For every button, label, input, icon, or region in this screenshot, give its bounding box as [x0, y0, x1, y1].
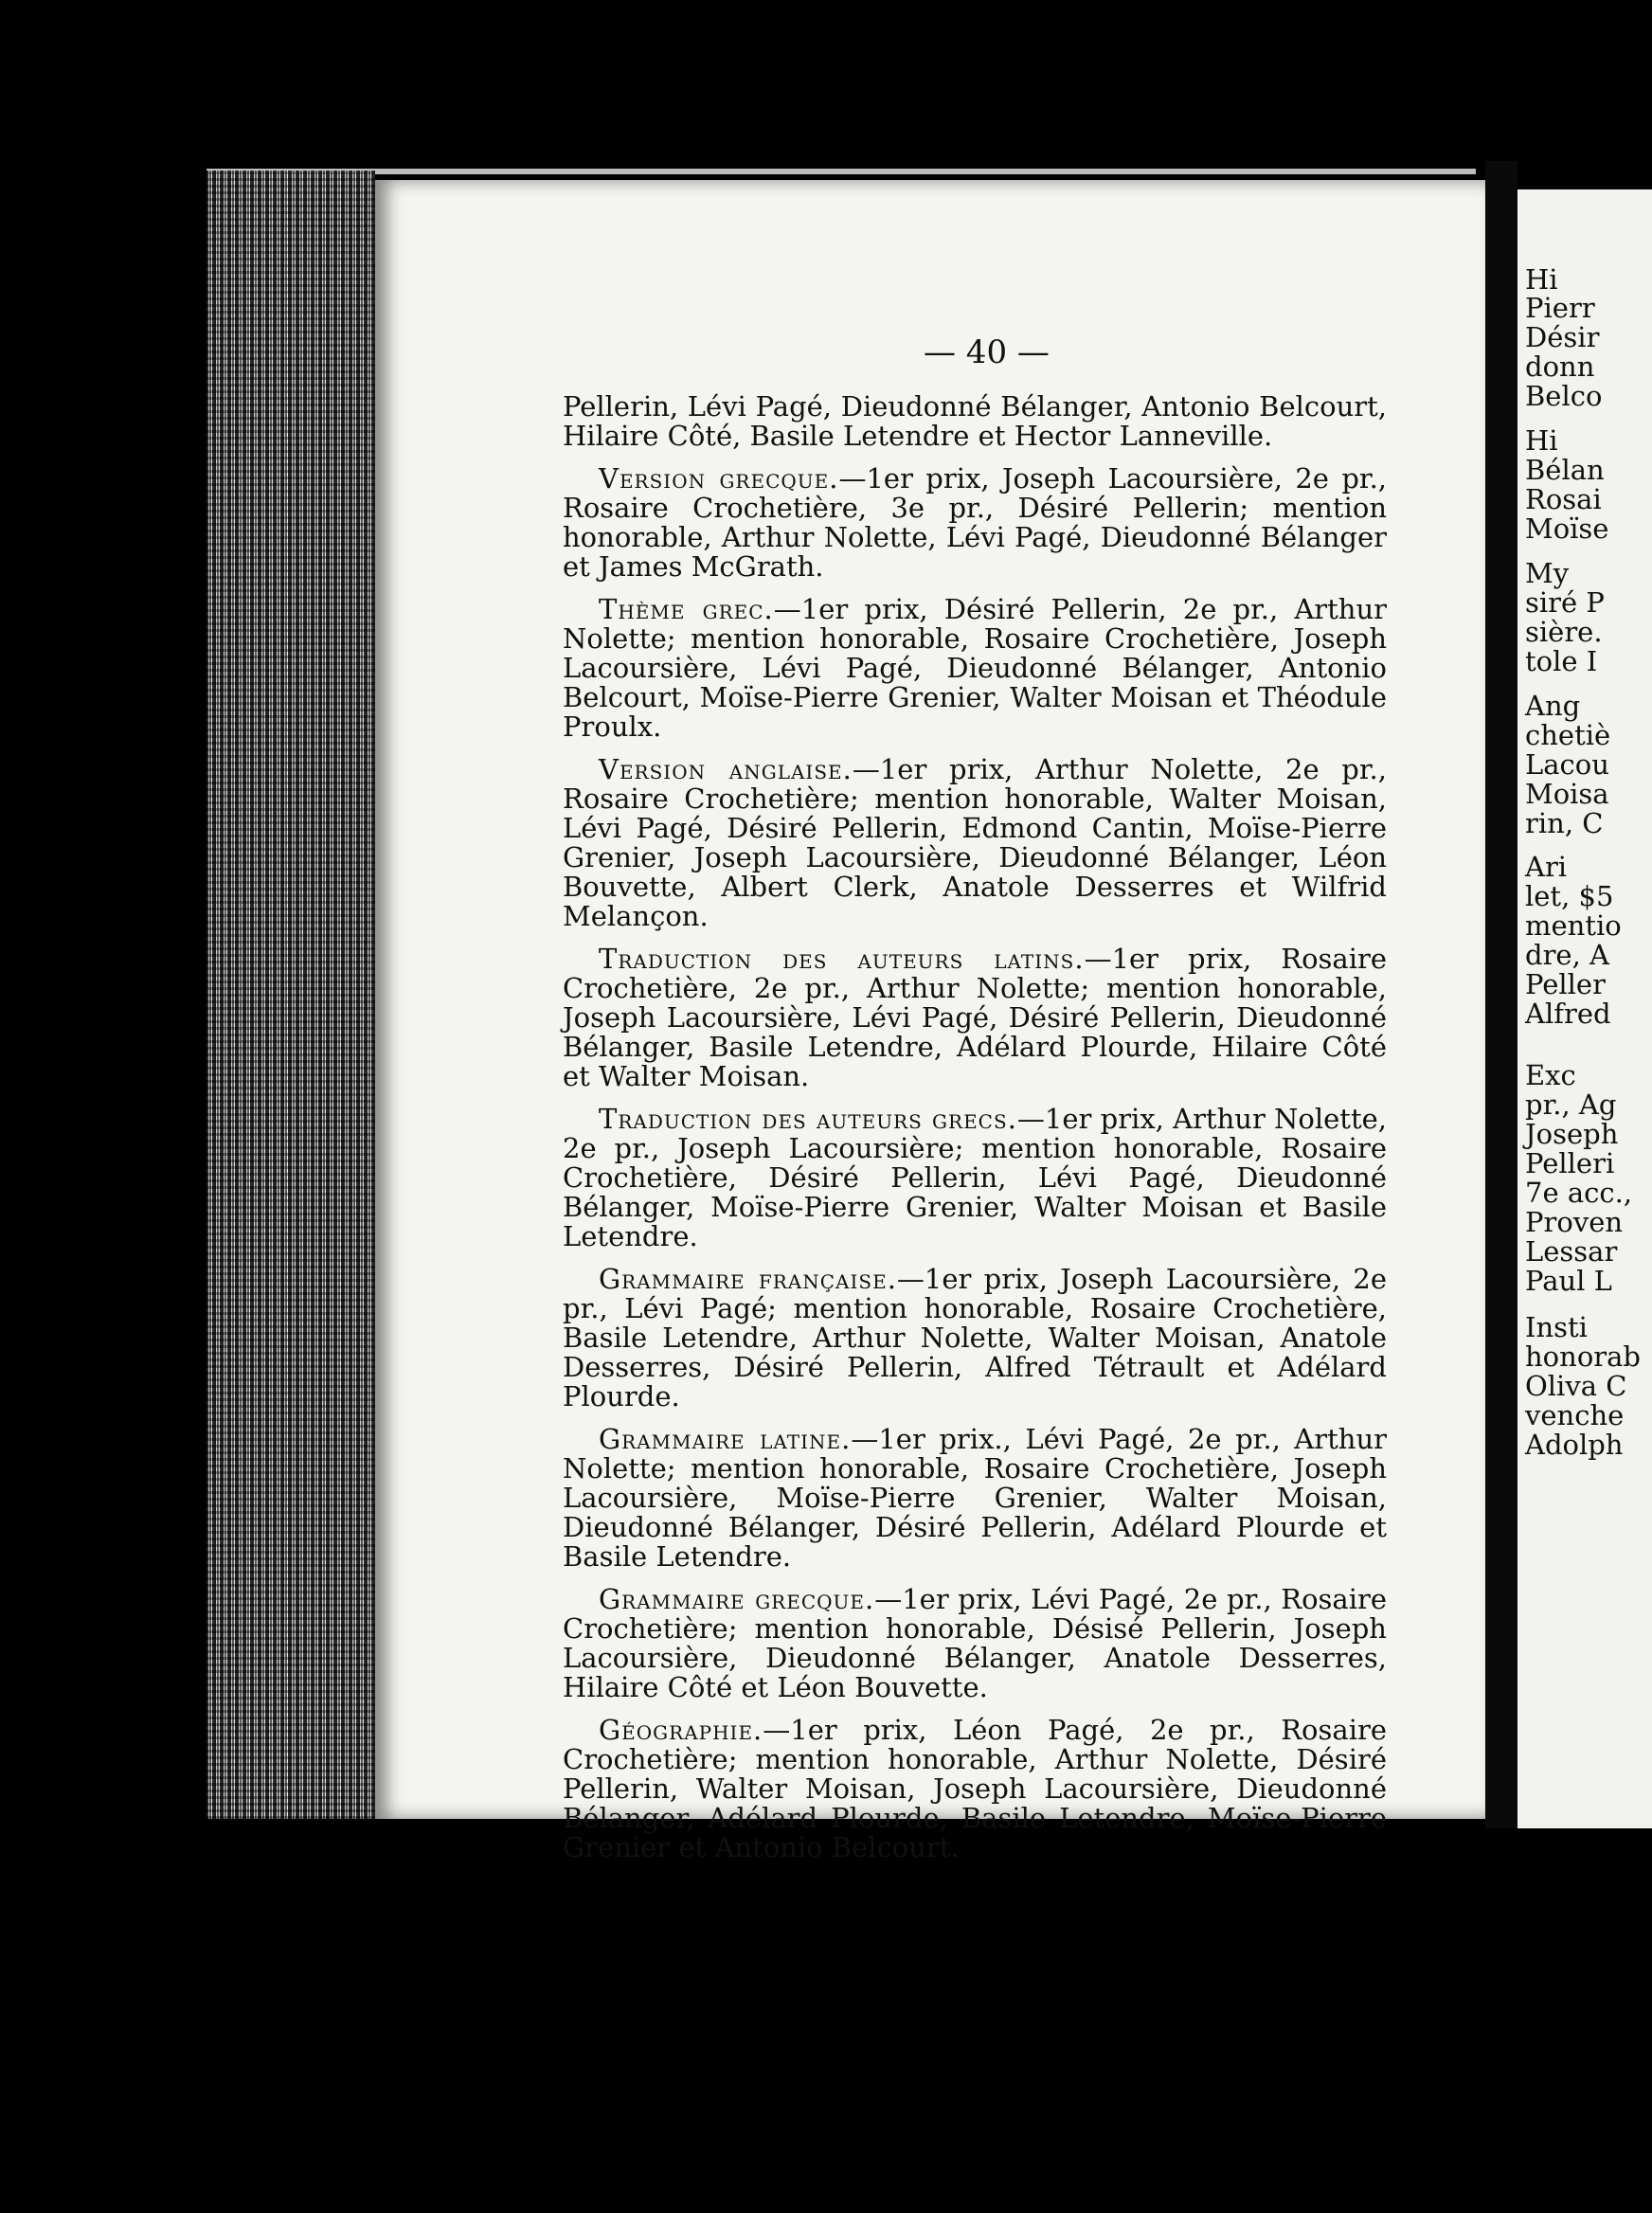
category-heading: Thème grec.	[599, 593, 774, 625]
category-heading: Géographie.	[599, 1714, 763, 1746]
paragraph-text: —1er prix, Désiré Pellerin, 2e pr., Arthur Nolette; mention honorable, Rosaire Crochetière, Joseph Lacoursière, Lévi Pagé, Dieudonné Bélanger, Antonio Belcourt, Moïse-Pierre Grenier, Walter Moisan et Théodule Proulx.	[563, 593, 1387, 743]
right-page-line: Moïse	[1525, 513, 1609, 545]
right-page-line: siré P	[1525, 586, 1605, 619]
right-page-line: rin, C	[1525, 807, 1604, 839]
right-page-line: Désir	[1525, 321, 1600, 353]
right-page-line: Exc	[1525, 1059, 1576, 1091]
award-paragraph	[563, 464, 1387, 582]
text-block	[563, 392, 1387, 1876]
right-page-line: Proven	[1525, 1206, 1624, 1238]
right-page-line: Insti	[1525, 1311, 1588, 1343]
right-page-line: Alfred	[1525, 998, 1611, 1030]
award-paragraph	[563, 1105, 1387, 1251]
category-heading: Traduction des auteurs grecs.	[599, 1103, 1017, 1135]
award-paragraph	[563, 595, 1387, 742]
category-heading: Traduction des auteurs latins.	[599, 943, 1085, 975]
right-page-line: Hi	[1525, 424, 1558, 457]
right-page-line: My	[1525, 557, 1570, 589]
award-paragraph	[563, 1585, 1387, 1702]
right-page-line: Oliva C	[1525, 1370, 1627, 1402]
right-page-line: Pelleri	[1525, 1147, 1615, 1179]
right-page-line: Paul L	[1525, 1265, 1612, 1297]
right-page-line: Lessar	[1525, 1235, 1618, 1268]
right-page-line: chetiè	[1525, 719, 1611, 751]
right-page-line: Pierr	[1525, 292, 1595, 324]
paragraph-text: —1er prix, Rosaire Crochetière, 2e pr., Arthur Nolette; mention honorable, Joseph Lacoursière, Lévi Pagé, Désiré Pellerin, Dieudonné Bélanger, Basile Letendre, Adélard Plourde, Hilaire Côté et Walter Moisan.	[563, 943, 1388, 1092]
award-paragraph	[563, 1425, 1387, 1572]
right-page-line: Ari	[1525, 851, 1568, 883]
right-page-line: 7e acc.,	[1525, 1177, 1633, 1209]
right-page-line: Bélan	[1525, 454, 1605, 486]
award-paragraph	[563, 1265, 1387, 1412]
right-page-line: Belco	[1525, 380, 1603, 412]
right-page-line: mentio	[1525, 909, 1622, 942]
paragraph-text: —1er prix, Joseph Lacoursière, 2e pr., Lévi Pagé; mention honorable, Rosaire Crochetière, Basile Letendre, Arthur Nolette, Walter Moisan, Anatole Desserres, Désiré Pellerin, Alfred Tétrault et Adélard Plourde.	[563, 1263, 1387, 1412]
right-page-line: Peller	[1525, 968, 1606, 1000]
category-heading: Grammaire latine.	[599, 1423, 852, 1455]
page-number: — 40 —	[924, 333, 1050, 371]
right-page-line: venche	[1525, 1399, 1625, 1431]
right-page-line: Hi	[1525, 263, 1558, 296]
right-page-line: Moisa	[1525, 778, 1609, 810]
paragraph-text: —1er prix, Joseph Lacoursière, 2e pr., Rosaire Crochetière, 3e pr., Désiré Pellerin; mention honorable, Arthur Nolette, Lévi Pagé, Dieudonné Bélanger et James McGrath.	[563, 462, 1387, 583]
right-page-line: Joseph	[1525, 1118, 1619, 1150]
right-page	[1517, 189, 1652, 1828]
book-top-edge	[206, 169, 1476, 174]
right-page-line: pr., Ag	[1525, 1089, 1617, 1121]
award-paragraph	[563, 755, 1387, 931]
right-page-line: donn	[1525, 351, 1595, 383]
paragraph-text: Pellerin, Lévi Pagé, Dieudonné Bélanger, Antonio Belcourt, Hilaire Côté, Basile Letendre et Hector Lanneville.	[563, 390, 1387, 452]
award-paragraph	[563, 945, 1387, 1091]
right-page-line: sière.	[1525, 616, 1603, 648]
right-page-line: honorab	[1525, 1340, 1641, 1373]
category-heading: Version anglaise.	[599, 753, 853, 785]
paragraph-text: —1er prix, Arthur Nolette, 2e pr., Rosaire Crochetière; mention honorable, Walter Moisan, Lévi Pagé, Désiré Pellerin, Edmond Cantin, Moïse-Pierre Grenier, Joseph Lacoursière, Dieudonné Bélanger, Léon Bouvette, Albert Clerk, Anatole Desserres et Wilfrid Melançon.	[563, 753, 1387, 932]
category-heading: Version grecque.	[599, 462, 839, 495]
book-page-edges	[206, 171, 375, 1819]
right-page-line: Adolph	[1525, 1429, 1624, 1461]
right-page-line: Ang	[1525, 690, 1581, 722]
paragraph-text: —1er prix., Lévi Pagé, 2e pr., Arthur Nolette; mention honorable, Rosaire Crochetière, Joseph Lacoursière, Moïse-Pierre Grenier, Walter Moisan, Dieudonné Bélanger, Désiré Pellerin, Adélard Plourde et Basile Letendre.	[563, 1423, 1387, 1573]
right-page-line: Rosai	[1525, 483, 1602, 515]
award-paragraph	[563, 392, 1387, 451]
category-heading: Grammaire française.	[599, 1263, 897, 1295]
paragraph-text: —1er prix, Arthur Nolette, 2e pr., Joseph Lacoursière; mention honorable, Rosaire Crochetière, Désiré Pellerin, Lévi Pagé, Dieudonné Bélanger, Moïse-Pierre Grenier, Walter Moisan et Basile Letendre.	[563, 1103, 1387, 1252]
right-page-line: let, $5	[1525, 880, 1614, 912]
paragraph-text: —1er prix, Léon Pagé, 2e pr., Rosaire Crochetière; mention honorable, Arthur Nolette, Désiré Pellerin, Walter Moisan, Joseph Lacoursière, Dieudonné Bélanger, Adélard Plourde, Basile Letendre, Moïse-Pierre Grenier et Antonio Belcourt.	[563, 1714, 1387, 1863]
award-paragraph	[563, 1716, 1387, 1862]
book-gutter	[1485, 161, 1517, 1828]
category-heading: Grammaire grecque.	[599, 1583, 875, 1615]
right-page-line: tole I	[1525, 645, 1598, 677]
right-page-line: dre, A	[1525, 939, 1609, 971]
paragraph-text: —1er prix, Lévi Pagé, 2e pr., Rosaire Crochetière; mention honorable, Désisé Pellerin, Joseph Lacoursière, Dieudonné Bélanger, Anatole Desserres, Hilaire Côté et Léon Bouvette.	[563, 1583, 1387, 1703]
right-page-line: Lacou	[1525, 748, 1609, 781]
